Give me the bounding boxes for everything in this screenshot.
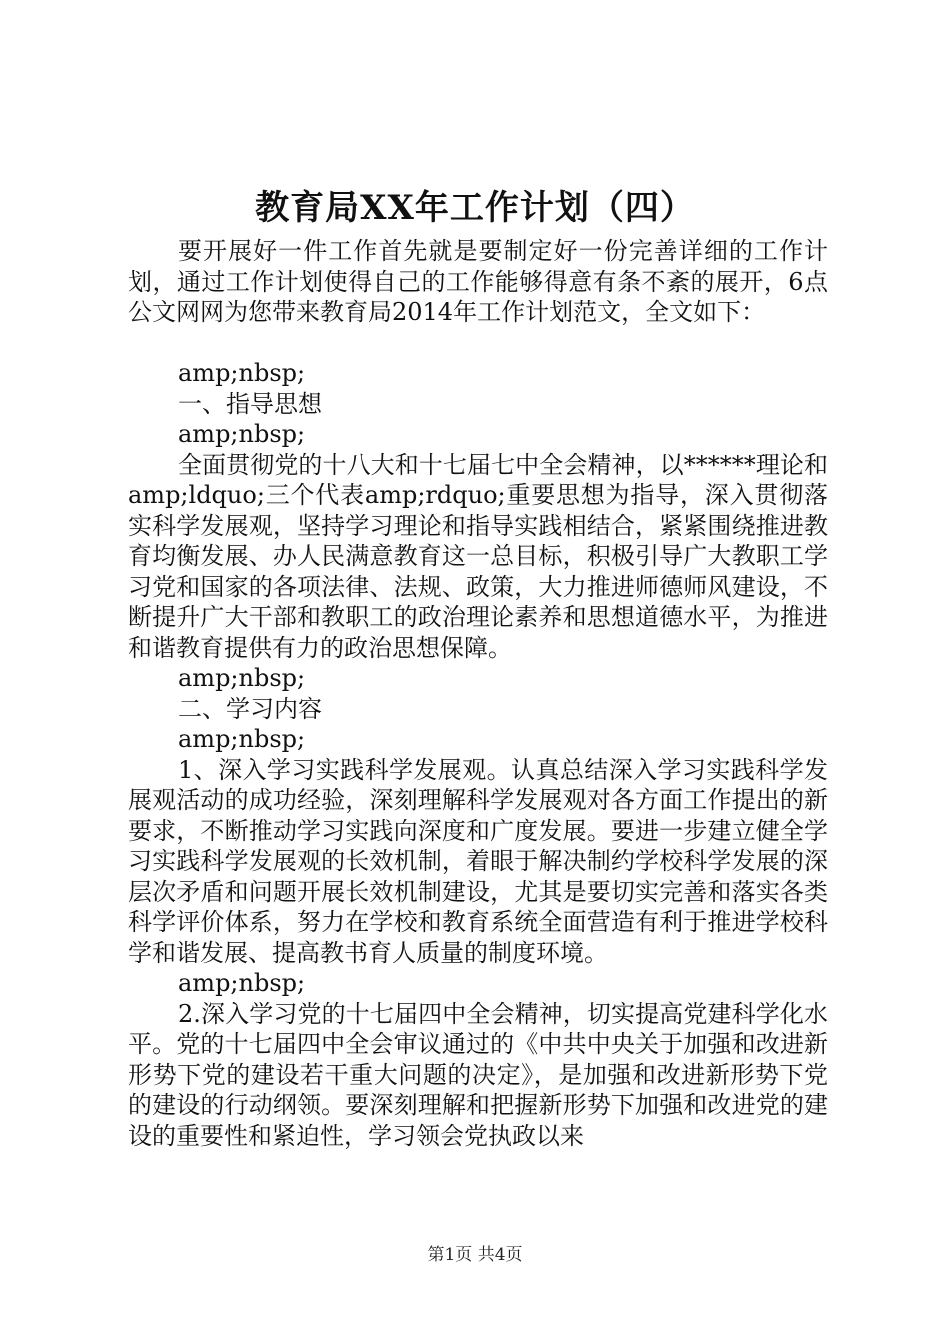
nbsp-line: amp;nbsp;	[178, 359, 306, 387]
nbsp-line: amp;nbsp;	[178, 725, 306, 753]
blank-line	[128, 328, 828, 359]
guiding-ideology-paragraph: 全面贯彻党的十八大和十七届七中全会精神，以******理论和amp;ldquo;三个代表amp;rdquo;重要思想为指导，深入贯彻落实科学发展观，坚持学习理论和指导实践相结合，紧紧围绕推进教育均衡发展、办人民满意教育这一总目标，积极引导广大教职工学习党和国家的各项法律、法规、政策，大力推进师德师风建设，不断提升广大干部和教职工的政治理论素养和思想道德水平，为推进和谐教育提供有力的政治思想保障。	[128, 450, 828, 662]
study-item-2-paragraph: 2.深入学习党的十七届四中全会精神，切实提高党建科学化水平。党的十七届四中全会审议通过的《中共中央关于加强和改进新形势下党的建设若干重大问题的决定》，是加强和改进新形势下党的建设的行动纲领。要深刻理解和把握新形势下加强和改进党的建设的重要性和紧迫性，学习领会党执政以来	[128, 999, 828, 1150]
document-title: 教育局XX年工作计划（四）	[255, 188, 695, 228]
nbsp-line: amp;nbsp;	[178, 420, 306, 448]
intro-paragraph: 要开展好一件工作首先就是要制定好一份完善详细的工作计划，通过工作计划使得自己的工作能够得意有条不紊的展开，6点公文网网为您带来教育局2014年工作计划范文，全文如下：	[128, 237, 828, 326]
section-heading-guiding-ideology: 一、指导思想	[178, 389, 322, 418]
section-heading-study-content: 二、学习内容	[178, 694, 322, 723]
document-body	[128, 236, 828, 1151]
nbsp-line: amp;nbsp;	[178, 969, 306, 997]
page-number-footer: 第1页 共4页	[427, 1245, 523, 1265]
study-item-1-paragraph: 1、深入学习实践科学发展观。认真总结深入学习实践科学发展观活动的成功经验，深刻理解科学发展观对各方面工作提出的新要求，不断推动学习实践向深度和广度发展。要进一步建立健全学习实践科学发展观的长效机制，着眼于解决制约学校科学发展的深层次矛盾和问题开展长效机制建设，尤其是要切实完善和落实各类科学评价体系，努力在学校和教育系统全面营造有利于推进学校科学和谐发展、提高教书育人质量的制度环境。	[128, 755, 828, 967]
nbsp-line: amp;nbsp;	[178, 664, 306, 692]
